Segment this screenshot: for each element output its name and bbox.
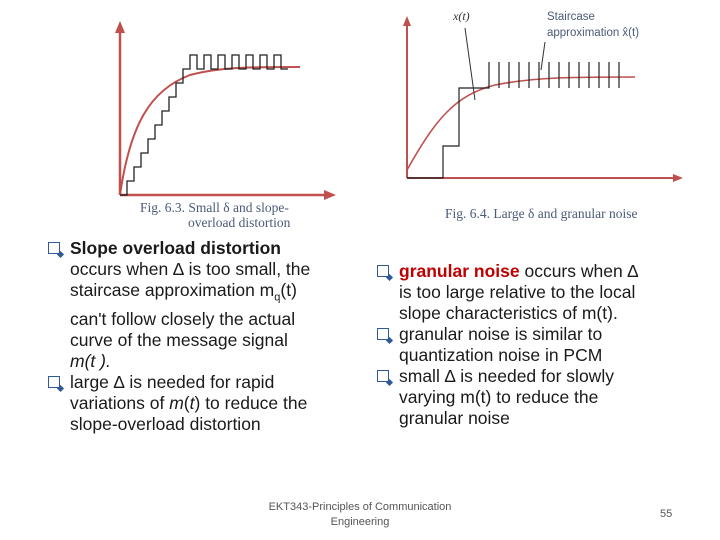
left-b1-line2-text: staircase approximation m xyxy=(70,280,275,300)
left-b2-line2-m: m xyxy=(169,392,184,413)
bullet-q-icon xyxy=(377,265,389,277)
right-b2-line2: quantization noise in PCM xyxy=(399,345,603,365)
label-staircase-line2: approximation x̂(t) xyxy=(547,27,640,39)
staircase-approximation xyxy=(120,55,288,195)
right-bullet-granular-noise xyxy=(377,261,697,324)
bullet-q-icon xyxy=(48,242,60,254)
bullet-q-icon xyxy=(377,370,389,382)
right-b2-line1: granular noise is similar to xyxy=(399,324,603,344)
left-b1-line4: curve of the message signal xyxy=(70,329,288,350)
right-bullet-similar-pcm xyxy=(377,324,697,366)
left-b2-line2-t: t xyxy=(189,392,195,413)
right-b3-line3: granular noise xyxy=(399,408,510,428)
bullet-q-icon xyxy=(377,328,389,340)
figure-left-caption-line2: overload distortion xyxy=(188,215,291,230)
label-xt: x(t) xyxy=(453,9,470,23)
footer-line1: EKT343-Principles of Communication xyxy=(268,501,452,513)
y-axis-arrow xyxy=(403,16,411,26)
right-b1-line1-text: occurs when ∆ xyxy=(519,261,639,281)
footer xyxy=(250,500,470,530)
left-b1-line2 xyxy=(70,280,353,309)
x-axis-arrow xyxy=(673,174,683,182)
message-signal-curve xyxy=(120,67,300,195)
granular-noise-plot xyxy=(395,0,695,200)
figure-left-caption-line1: Fig. 6.3. Small δ and slope- xyxy=(140,200,289,215)
staircase-pointer xyxy=(541,42,545,70)
left-b1-line2-end: (t) xyxy=(280,280,297,300)
footer-line2: Engineering xyxy=(330,516,390,528)
page-number: 55 xyxy=(660,508,673,520)
left-bullet-slope-overload xyxy=(48,238,353,372)
left-b1-title: Slope overload distortion xyxy=(70,238,281,258)
right-b3-line2: varying m(t) to reduce the xyxy=(399,387,599,407)
left-b1-line5: m(t ). xyxy=(70,350,111,371)
figure-right-caption: Fig. 6.4. Large δ and granular noise xyxy=(445,206,638,221)
figure-slope-overload xyxy=(100,15,340,205)
left-b1-line2-sub: q xyxy=(274,291,281,304)
left-bullet-large-delta xyxy=(48,372,353,435)
right-b1-highlight: granular noise xyxy=(399,261,520,281)
left-b2-line1: large ∆ is needed for rapid xyxy=(70,371,275,392)
figure-granular-noise xyxy=(395,0,695,200)
message-signal-curve xyxy=(407,77,635,170)
label-staircase-line1: Staircase xyxy=(547,11,595,23)
right-bullet-small-delta xyxy=(377,366,697,429)
right-column xyxy=(377,261,697,429)
figure-left-caption xyxy=(140,200,340,230)
slope-overload-plot xyxy=(100,15,340,205)
left-b2-line2-c: ) to reduce the xyxy=(194,392,308,413)
right-b3-line1: small ∆ is needed for slowly xyxy=(399,366,614,386)
left-column xyxy=(48,238,353,435)
left-b2-line2-a: variations of xyxy=(70,392,170,413)
right-b1-line2: is too large relative to the local xyxy=(399,282,636,302)
left-b2-line2 xyxy=(70,393,353,414)
left-b1-line3: can't follow closely the actual xyxy=(70,308,296,329)
y-axis-arrow xyxy=(115,21,125,33)
left-b2-line3: slope-overload distortion xyxy=(70,413,261,434)
left-b2-line2-b: ( xyxy=(183,392,190,413)
x-axis-arrow xyxy=(324,190,336,200)
left-b1-line1: occurs when ∆ is too small, the xyxy=(70,259,311,279)
bullet-q-icon xyxy=(48,376,60,388)
right-b1-line3: slope characteristics of m(t). xyxy=(399,303,618,323)
right-b1-line1 xyxy=(399,261,697,282)
xt-pointer xyxy=(465,28,475,100)
